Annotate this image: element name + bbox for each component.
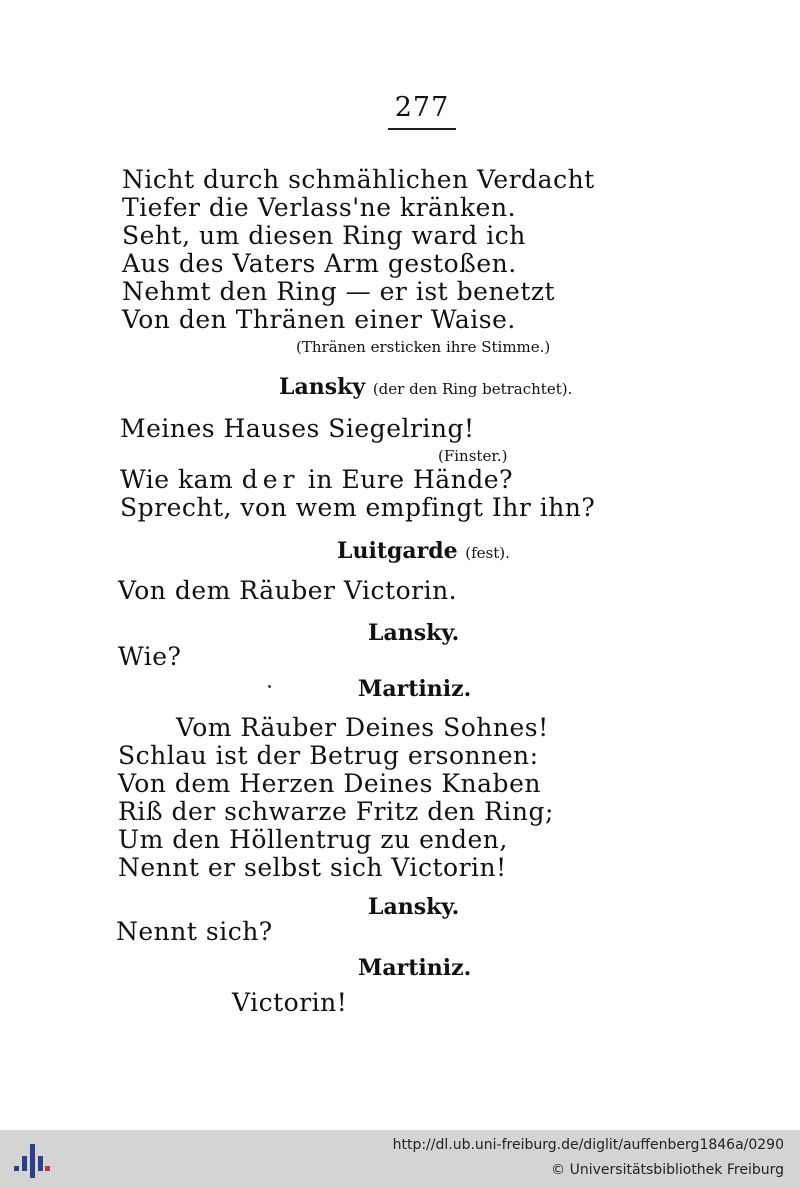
verse-line: Nehmt den Ring — er ist benetzt	[122, 277, 556, 306]
copyright-notice: © Universitätsbibliothek Freiburg	[551, 1162, 784, 1178]
speaker-name: Lansky	[279, 374, 366, 400]
page-number-rule	[388, 128, 456, 130]
verse-line: Schlau ist der Betrug ersonnen:	[118, 741, 539, 770]
speaker-note: (der den Ring betrachtet).	[372, 380, 573, 398]
verse-line: Sprecht, von wem empfingt Ihr ihn?	[120, 493, 596, 522]
verse-line: Wie kam der in Eure Hände?	[120, 465, 513, 494]
verse-line: Um den Höllentrug zu enden,	[118, 825, 508, 854]
verse-line: Aus des Vaters Arm gestoßen.	[122, 249, 517, 278]
speaker-name: Lansky.	[368, 620, 460, 646]
verse-line: Nicht durch schmählichen Verdacht	[122, 165, 595, 194]
stage-direction: (Thränen ersticken ihre Stimme.)	[296, 338, 551, 356]
verse-line: Von den Thränen einer Waise.	[122, 305, 516, 334]
verse-line: Tiefer die Verlass'ne kränken.	[122, 193, 517, 222]
verse-line: Victorin!	[232, 988, 348, 1017]
speaker-heading	[337, 538, 510, 564]
verse-line: Von dem Herzen Deines Knaben	[118, 769, 541, 798]
stage-direction: (Finster.)	[438, 447, 508, 465]
emphasized-word: der	[241, 465, 300, 494]
verse-line: Nennt sich?	[116, 917, 273, 946]
verse-line: Seht, um diesen Ring ward ich	[122, 221, 526, 250]
speaker-heading	[279, 374, 572, 400]
ub-freiburg-logo-icon	[10, 1138, 52, 1180]
speaker-name: Martiniz.	[358, 676, 472, 702]
verse-line: Von dem Räuber Victorin.	[118, 576, 458, 605]
page-number: 277	[394, 92, 450, 123]
speaker-name: Lansky.	[368, 894, 460, 920]
verse-line: Vom Räuber Deines Sohnes!	[176, 713, 549, 742]
verse-line: Nennt er selbst sich Victorin!	[118, 853, 507, 882]
verse-line: Riß der schwarze Fritz den Ring;	[118, 797, 554, 826]
print-speck	[268, 685, 271, 688]
viewer-footer	[0, 1130, 800, 1187]
source-url[interactable]: http://dl.ub.uni-freiburg.de/diglit/auffenberg1846a/0290	[392, 1137, 784, 1153]
verse-line: Meines Hauses Siegelring!	[120, 414, 475, 443]
verse-line: Wie?	[118, 642, 182, 671]
speaker-name: Martiniz.	[358, 955, 472, 981]
speaker-name: Luitgarde	[337, 538, 458, 564]
speaker-note: (fest).	[465, 544, 510, 562]
